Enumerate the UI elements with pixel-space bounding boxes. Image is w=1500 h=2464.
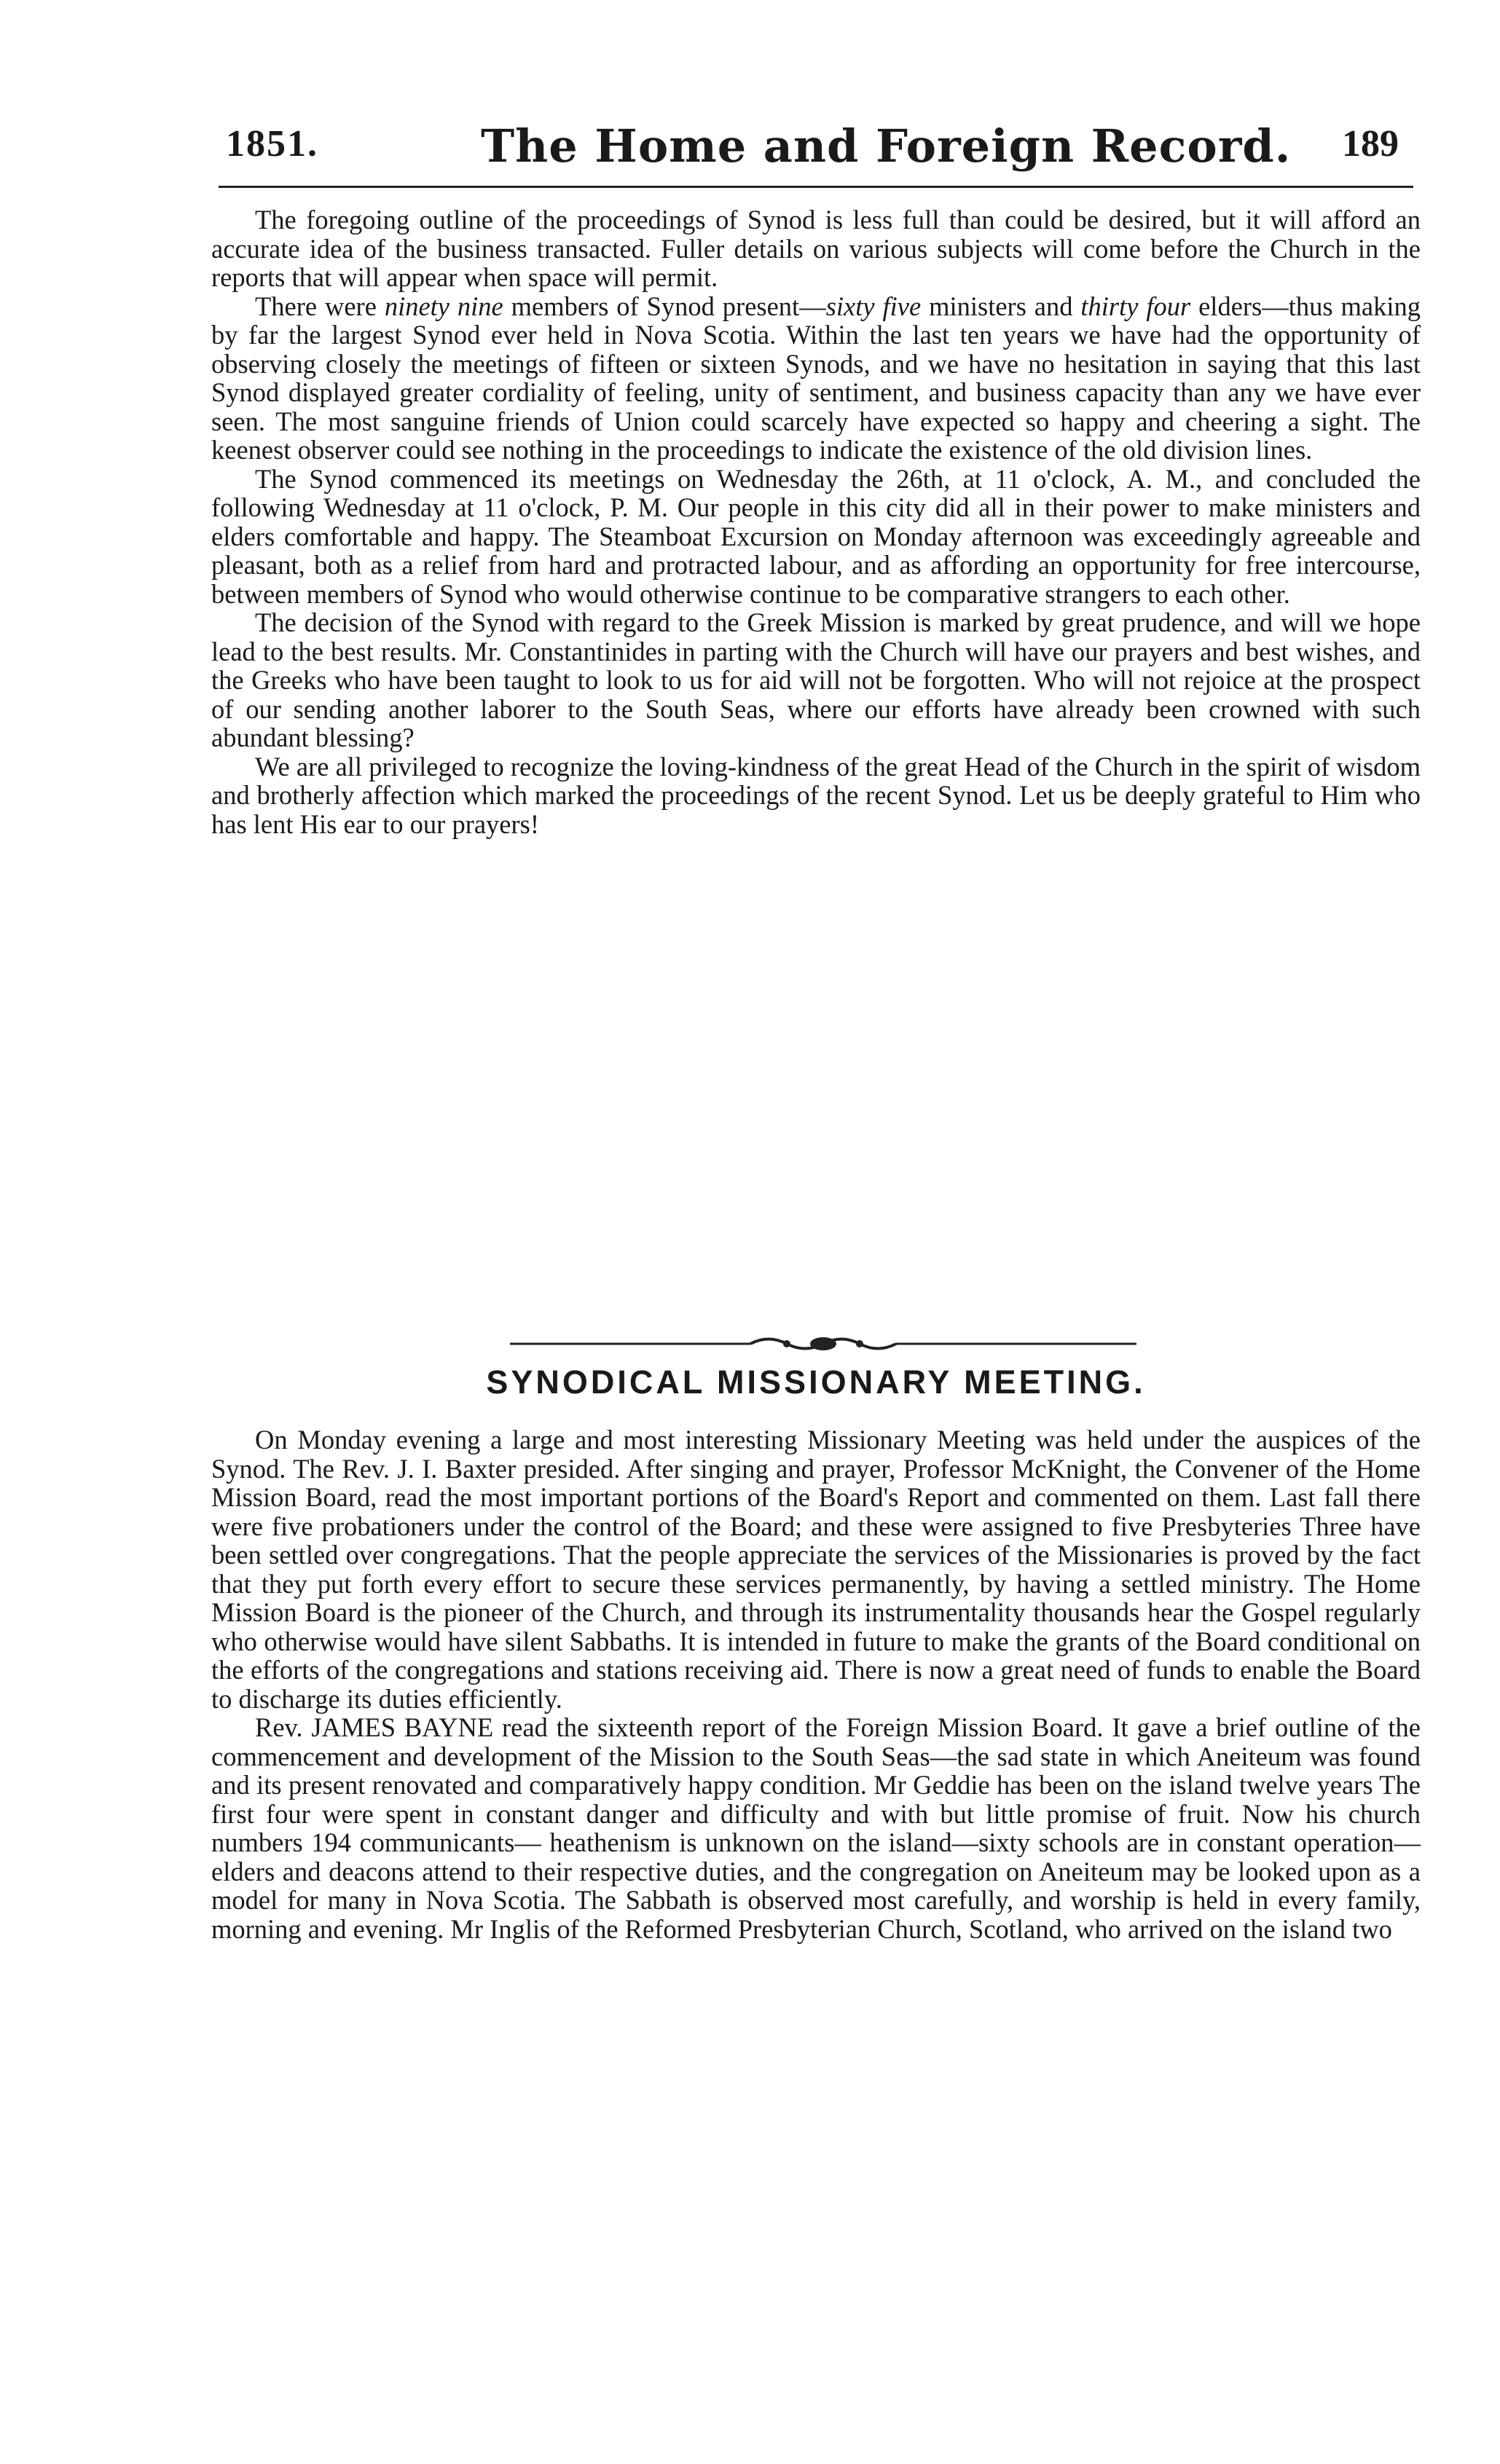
header-title: The Home and Foreign Record. [481, 119, 1292, 173]
paragraph-text: Rev. JAMES BAYNE read the sixteenth report of the Foreign Mission Board. It gave a brief outline of the commencement and development of the Mission to the South Seas—the sad state in which Aneiteum was found and its present renovated and comparatively happy condition. Mr Geddie has been on the island twelve years The first four were spent in constant danger and difficulty and with but little promise of fruit. Now his church numbers 194 communicants— heathenism is unknown on the island—sixty schools are in constant operation—elders and deacons attend to their respective duties, and the congregation on Aneiteum may be looked upon as a model for many in Nova Scotia. The Sabbath is observed most carefully, and worship is held in every family, morning and evening. Mr Inglis of the Reformed Presbyterian Church, Scotland, who arrived on the island two [211, 1712, 1421, 1944]
paragraph-text: We are all privileged to recognize the loving-kindness of the great Head of the Church in the spirit of wisdom and brotherly affection which marked the proceedings of the recent Synod. Let us be deeply grateful to Him who has lent His ear to our prayers! [211, 751, 1421, 839]
paragraph-text: The decision of the Synod with regard to the Greek Mission is marked by great prudence, and will we hope lead to the best results. Mr. Constantinides in parting with the Church will have our prayers and best wishes, and the Greeks who have been taught to look to us for aid will not be forgotten. Who will not rejoice at the prospect of our sending another laborer to the South Seas, where our efforts have already been crowned with such abundant blessing? [211, 607, 1421, 752]
paragraph-text: ministers and [921, 291, 1081, 321]
header-year: 1851. [226, 123, 318, 165]
missionary-meeting-text [211, 1425, 1421, 1943]
paragraph [211, 752, 1421, 839]
paragraph-text: The Synod commenced its meetings on Wednesday the 26th, at 11 o'clock, A. M., and concluded the following Wednesday at 11 o'clock, P. M. Our people in this city did all in their power to make ministers and elders comfortable and happy. The Steamboat Excursion on Monday afternoon was exceedingly agreeable and pleasant, both as a relief from hard and protracted labour, and as affording an opportunity for free intercourse, between members of Synod who would otherwise continue to be comparative strangers to each other. [211, 463, 1421, 609]
paragraph [211, 608, 1421, 752]
paragraph-text: members of Synod present— [503, 291, 826, 321]
paragraph [211, 292, 1421, 465]
paragraph-text: There were [255, 291, 385, 321]
paragraph [211, 1425, 1421, 1713]
paragraph-text: On Monday evening a large and most interesting Missionary Meeting was held under the auspices of the Synod. The Rev. J. I. Baxter presided. After singing and prayer, Professor McKnight, the Convener of the Home Mission Board, read the most important portions of the Board's Report and commented on them. Last fall there were five probationers under the control of the Board; and these were assigned to five Presbyteries Three have been settled over congregations. That the people appreciate the services of the Missionaries is proved by the fact that they put forth every effort to secure these services permanently, by having a settled ministry. The Home Mission Board is the pioneer of the Church, and through its instrumentality thousands hear the Gospel regularly who otherwise would have silent Sabbaths. It is intended in future to make the grants of the Board conditional on the efforts of the congregations and stations receiving aid. There is now a great need of funds to enable the Board to discharge its duties efficiently. [211, 1425, 1421, 1714]
ornamental-divider [510, 1333, 1136, 1355]
section-heading: SYNODICAL MISSIONARY MEETING. [486, 1363, 1146, 1401]
paragraph-text: The foregoing outline of the proceedings of Synod is less full than could be desired, but it will afford an accurate idea of the business transacted. Fuller details on various subjects will come before the Church in the reports that will appear when space will permit. [211, 205, 1421, 292]
paragraph [211, 1713, 1421, 1943]
running-header [219, 119, 1413, 181]
italic-text: thirty four [1080, 291, 1191, 321]
header-rule [219, 186, 1413, 188]
italic-text: sixty five [825, 291, 922, 321]
synod-report-text [211, 205, 1421, 838]
paragraph [211, 205, 1421, 292]
page-number: 189 [1342, 123, 1399, 165]
paragraph [211, 465, 1421, 609]
italic-text: ninety nine [384, 291, 503, 321]
paragraph-text: elders—thus making by far the largest Synod ever held in Nova Scotia. Within the last ten years we have had the opportunity of observing closely the meetings of fifteen or sixteen Synods, and we have no hesitation in saying that this last Synod displayed greater cordiality of feeling, unity of sentiment, and business capacity than any we have ever seen. The most sanguine friends of Union could scarcely have expected so happy and cheering a sight. The keenest observer could see nothing in the proceedings to indicate the existence of the old division lines. [211, 291, 1421, 465]
